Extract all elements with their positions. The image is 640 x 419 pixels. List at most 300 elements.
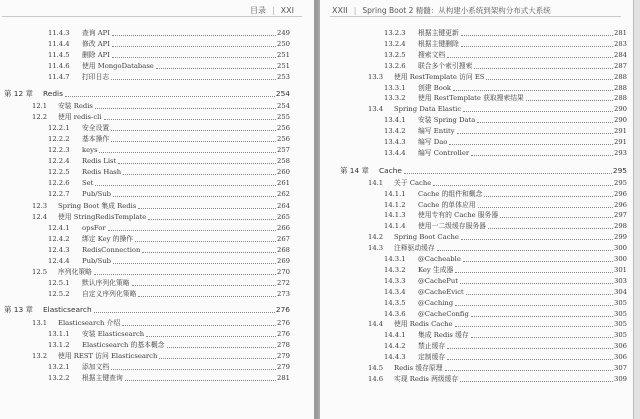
toc-section-entry (368, 243, 627, 253)
toc-entry-title: 安装 Spring Data (418, 116, 476, 125)
toc-subsection-entry (48, 167, 290, 177)
toc-entry-page: 288 (614, 94, 627, 103)
toc-leader-dots (447, 57, 613, 58)
toc-leader-dots (471, 155, 613, 156)
toc-entry-page: 268 (277, 245, 290, 254)
toc-entry-title: Elasticsearch 的基本概念 (82, 340, 165, 349)
toc-leader-dots (460, 381, 613, 382)
toc-entry-page: 290 (614, 116, 627, 125)
toc-entry-title: Redis (43, 88, 63, 98)
toc-entry-number: 14.4 (368, 320, 384, 329)
toc-entry-number: 14.3.6 (384, 309, 406, 318)
toc-leader-dots (455, 272, 613, 273)
toc-entry-title: 使用 redis-cli (58, 112, 102, 121)
toc-leader-dots (138, 208, 276, 209)
toc-entry-number: 13.1.2 (48, 340, 70, 349)
right-page (318, 0, 635, 419)
toc-entry-page: 287 (614, 61, 627, 70)
toc-entry-number: 12.2.7 (48, 190, 70, 199)
toc-subsection-entry (384, 148, 627, 158)
toc-entry-number: 14.4.2 (384, 342, 406, 351)
toc-entry-title: 根据主键删除 (418, 39, 459, 48)
toc-entry-number: 13.1.1 (48, 329, 70, 338)
toc-leader-dots (404, 173, 612, 174)
toc-entry-number: 14.5 (368, 364, 384, 372)
toc-entry-number: 14.1.1 (384, 189, 406, 198)
toc-entry-title: RedisConnection (82, 245, 141, 254)
toc-leader-dots (146, 336, 276, 337)
toc-leader-dots (113, 196, 276, 197)
toc-entry-title: 创建 Book (418, 83, 452, 92)
toc-leader-dots (159, 358, 276, 359)
toc-entry-title: @CacheEvict (418, 287, 464, 296)
toc-leader-dots (113, 263, 276, 264)
toc-entry-page: 295 (612, 165, 627, 175)
toc-section-entry (368, 178, 627, 188)
toc-subsection-entry (48, 123, 290, 133)
toc-entry-number: 12.2.3 (48, 146, 70, 154)
toc-subsection-entry (384, 221, 627, 231)
toc-entry-title: keys (82, 146, 98, 154)
toc-entry-title: 安全设置 (82, 123, 110, 132)
toc-entry-number: 12.4.4 (48, 257, 70, 265)
toc-leader-dots (484, 196, 613, 197)
toc-entry-page: 276 (277, 329, 290, 338)
toc-entry-title: 使用专有的 Cache 服务器 (418, 211, 499, 220)
toc-leader-dots (65, 96, 275, 97)
toc-leader-dots (488, 228, 613, 229)
toc-entry-title: @CachePut (418, 276, 458, 285)
toc-leader-dots (460, 283, 613, 284)
toc-leader-dots (433, 185, 613, 186)
toc-entry-number: 12.5.2 (48, 290, 70, 299)
toc-leader-dots (156, 68, 276, 69)
toc-entry-page: 260 (277, 168, 290, 177)
toc-entry-number: 12.4.3 (48, 245, 70, 254)
toc-subsection-entry (48, 39, 290, 49)
toc-subsection-entry (48, 234, 290, 244)
toc-entry-page: 256 (277, 123, 290, 132)
toc-section-entry (368, 104, 627, 114)
toc-entry-title: 使用 RestTemplate 获取搜索结果 (418, 94, 524, 103)
toc-leader-dots (112, 57, 276, 58)
toc-subsection-entry (384, 39, 627, 49)
toc-leader-dots (111, 141, 276, 142)
toc-subsection-entry (48, 50, 290, 60)
toc-subsection-entry (48, 373, 290, 383)
toc-entry-title: Cache (379, 165, 402, 175)
toc-entry-number: 12.4 (32, 212, 48, 221)
toc-entry-page: 279 (277, 351, 290, 360)
toc-entry-title: Spring Boot Cache (394, 233, 459, 242)
toc-entry-page: 269 (277, 257, 290, 265)
toc-subsection-entry (384, 352, 627, 362)
toc-entry-title: 安装 Elasticsearch (82, 329, 145, 338)
toc-entry-page: 281 (277, 374, 290, 382)
toc-subsection-entry (384, 50, 627, 60)
toc-entry-title: 序列化策略 (58, 268, 92, 277)
toc-entry-number: 14.3.4 (384, 287, 406, 296)
toc-entry-page: 261 (277, 179, 290, 188)
toc-entry-title: Redis 缓存原理 (394, 364, 443, 372)
toc-entry-title: Spring Data Elastic (394, 105, 462, 114)
toc-subsection-entry (48, 245, 290, 255)
toc-entry-number: 13.1 (32, 318, 48, 327)
toc-entry-number: 14.3.5 (384, 298, 406, 307)
toc-entry-number: 13.3.2 (384, 94, 406, 103)
toc-leader-dots (125, 380, 276, 381)
toc-entry-title: 绑定 Key 的操作 (82, 234, 134, 243)
toc-section-entry (32, 351, 290, 361)
toc-entry-page: 300 (614, 255, 627, 263)
toc-subsection-entry (48, 223, 290, 233)
toc-entry-title: 关于 Cache (394, 178, 432, 187)
page-edge (633, 0, 640, 419)
toc-subsection-entry (384, 61, 627, 71)
toc-section-entry (368, 232, 627, 242)
toc-entry-number: 13.2.2 (48, 374, 70, 382)
toc-entry-number: 14.1.2 (384, 200, 406, 209)
toc-entry-page: 305 (614, 309, 627, 318)
toc-subsection-entry (384, 254, 627, 264)
toc-entry-number: 13.2.4 (384, 39, 406, 48)
toc-entry-number: 14.3.1 (384, 255, 406, 263)
toc-entry-title: 打印日志 (82, 73, 110, 82)
toc-entry-page: 267 (277, 234, 290, 243)
toc-entry-page: 262 (277, 190, 290, 199)
toc-leader-dots (135, 241, 276, 242)
toc-entry-page: 293 (614, 148, 627, 157)
toc-entry-title: Elasticsearch 介绍 (58, 318, 121, 327)
toc-entry-title: Redis Hash (82, 168, 122, 177)
toc-leader-dots (111, 369, 276, 370)
toc-leader-dots (132, 285, 276, 286)
toc-entry-page: 256 (277, 134, 290, 143)
toc-entry-number: 12.1 (32, 101, 48, 110)
toc-leader-dots (95, 185, 276, 186)
toc-entry-page: 258 (277, 157, 290, 166)
toc-entry-title: Pub/Sub (82, 257, 111, 265)
toc-entry-title: Cache 的组件和概念 (418, 189, 483, 198)
toc-entry-number: 14.3 (368, 244, 384, 253)
toc-entry-title: 实现 Redis 两级缓存 (394, 374, 459, 383)
toc-entry-number: 11.4.4 (48, 40, 70, 49)
toc-entry-page: 298 (614, 222, 627, 231)
toc-leader-dots (122, 325, 276, 326)
header-section-title: 目录 (249, 5, 266, 15)
header-rule (330, 16, 621, 17)
toc-leader-dots (466, 294, 613, 295)
toc-leader-dots (437, 250, 613, 251)
toc-entry-number: 13.3 (368, 72, 384, 81)
header-separator: | (353, 5, 357, 15)
toc-subsection-entry (384, 309, 627, 319)
toc-leader-dots (477, 122, 613, 123)
left-page-header (250, 4, 294, 16)
toc-leader-dots (474, 68, 613, 69)
toc-subsection-entry (48, 61, 290, 71)
toc-entry-page: 305 (614, 331, 627, 340)
toc-subsection-entry (48, 340, 290, 350)
toc-subsection-entry (384, 200, 627, 210)
toc-entry-page: 305 (614, 298, 627, 307)
toc-leader-dots (463, 111, 613, 112)
toc-subsection-entry (48, 289, 290, 299)
toc-entry-title: @CacheConfig (418, 309, 469, 318)
toc-leader-dots (449, 144, 613, 145)
toc-leader-dots (461, 239, 613, 240)
toc-entry-number: 12.5 (32, 268, 48, 277)
toc-entry-title: 编写 Dao (418, 138, 448, 146)
toc-entry-title: 搜索文档 (418, 50, 446, 59)
toc-subsection-entry (48, 362, 290, 372)
toc-leader-dots (463, 261, 613, 262)
toc-subsection-entry (384, 265, 627, 275)
toc-entry-title: Set (82, 179, 94, 188)
toc-entry-page: 250 (277, 40, 290, 49)
toc-subsection-entry (384, 83, 627, 93)
toc-entry-title: 基本操作 (82, 134, 110, 143)
toc-subsection-entry (48, 145, 290, 155)
toc-leader-dots (138, 296, 276, 297)
toc-leader-dots (99, 152, 276, 153)
toc-entry-number: 14.2 (368, 233, 384, 242)
right-page-header (332, 4, 551, 16)
toc-entry-number: 12.2 (32, 112, 48, 121)
toc-entry-title: 删除 API (82, 51, 110, 60)
toc-entry-title: Elasticsearch (43, 305, 92, 315)
toc-leader-dots (500, 217, 613, 218)
toc-leader-dots (94, 274, 276, 275)
toc-entry-page: 281 (614, 29, 627, 37)
toc-leader-dots (118, 163, 276, 164)
toc-leader-dots (94, 312, 275, 313)
toc-chapter-entry (340, 166, 627, 176)
toc-leader-dots (455, 305, 613, 306)
toc-entry-title: 添加文档 (82, 362, 110, 371)
toc-section-entry (368, 72, 627, 82)
toc-entry-page: 288 (614, 72, 627, 81)
toc-subsection-entry (48, 189, 290, 199)
toc-entry-page: 300 (614, 244, 627, 253)
toc-entry-number: 14.3.3 (384, 276, 406, 285)
toc-entry-number: 13.4 (368, 105, 384, 114)
header-page-number: XXI (280, 5, 294, 15)
toc-entry-page: 296 (614, 200, 627, 209)
toc-subsection-entry (384, 93, 627, 103)
toc-entry-number: 13.2 (32, 351, 48, 360)
toc-entry-page: 307 (614, 364, 627, 372)
toc-subsection-entry (384, 115, 627, 125)
toc-entry-number: 14.4.3 (384, 353, 406, 362)
toc-entry-title: 集成 Redis 缓存 (418, 331, 469, 340)
toc-entry-page: 309 (614, 374, 627, 383)
toc-leader-dots (445, 370, 614, 371)
toc-leader-dots (111, 130, 276, 131)
header-separator: | (271, 5, 275, 15)
toc-entry-page: 251 (277, 51, 290, 60)
toc-entry-title: @Caching (418, 298, 454, 307)
toc-entry-title: 使用 StringRedisTemplate (58, 212, 147, 221)
toc-entry-title: Redis List (82, 157, 117, 166)
toc-subsection-entry (48, 28, 290, 38)
toc-chapter-entry (4, 305, 290, 315)
toc-entry-number: 14.1 (368, 178, 384, 187)
toc-leader-dots (461, 35, 613, 36)
toc-entry-title: 注释驱动缓存 (394, 244, 435, 253)
toc-entry-page: 295 (614, 178, 627, 187)
toc-entry-page: 278 (277, 340, 290, 349)
toc-entry-number: 14.4.1 (384, 331, 406, 340)
toc-entry-number: 第 12 章 (4, 88, 33, 98)
toc-entry-number: 12.2.1 (48, 123, 70, 132)
toc-chapter-entry (4, 89, 290, 99)
toc-section-entry (32, 112, 290, 122)
toc-entry-title: 根据主键更新 (418, 29, 459, 37)
toc-leader-dots (447, 348, 613, 349)
toc-leader-dots (457, 133, 613, 134)
toc-entry-page: 257 (277, 146, 290, 154)
toc-entry-page: 249 (277, 29, 290, 37)
header-book-title: Spring Boot 2 精髓：从构建小系统到架构分布式大系统 (362, 5, 551, 15)
toc-entry-number: 13.4.4 (384, 148, 406, 157)
toc-entry-title: opsFor (82, 223, 106, 232)
toc-entry-number: 13.2.1 (48, 362, 70, 371)
toc-entry-number: 14.3.2 (384, 265, 406, 274)
toc-entry-title: 定制缓存 (418, 353, 446, 362)
toc-entry-page: 279 (277, 362, 290, 371)
toc-entry-page: 297 (614, 211, 627, 220)
toc-entry-number: 13.4.1 (384, 116, 406, 125)
toc-entry-page: 291 (614, 138, 627, 146)
toc-entry-number: 12.2.6 (48, 179, 70, 188)
toc-entry-title: 修改 API (82, 40, 110, 49)
toc-entry-page: 255 (277, 112, 290, 121)
toc-subsection-entry (384, 276, 627, 286)
toc-entry-number: 14.1.4 (384, 222, 406, 231)
toc-subsection-entry (48, 278, 290, 288)
toc-entry-title: 根据主键查询 (82, 374, 123, 382)
toc-leader-dots (526, 100, 613, 101)
toc-leader-dots (471, 337, 613, 338)
toc-entry-page: 301 (614, 265, 627, 274)
header-page-number: XXII (332, 5, 348, 15)
toc-leader-dots (447, 359, 613, 360)
toc-entry-page: 270 (277, 268, 290, 277)
toc-subsection-entry (384, 298, 627, 308)
toc-entry-number: 12.2.4 (48, 157, 70, 166)
toc-subsection-entry (384, 126, 627, 136)
toc-entry-title: 使用 REST 访问 Elasticsearch (58, 351, 158, 360)
left-page (0, 0, 314, 419)
toc-entry-page: 251 (277, 62, 290, 71)
toc-entry-page: 299 (614, 233, 627, 242)
toc-entry-page: 276 (275, 305, 290, 315)
toc-leader-dots (148, 219, 276, 220)
toc-entry-title: 自定义序列化策略 (82, 290, 137, 299)
toc-entry-page: 265 (277, 212, 290, 221)
toc-entry-page: 296 (614, 189, 627, 198)
toc-subsection-entry (384, 137, 627, 147)
toc-subsection-entry (384, 287, 627, 297)
toc-leader-dots (142, 252, 276, 253)
toc-entry-number: 14.6 (368, 374, 384, 383)
toc-entry-page: 283 (614, 39, 627, 48)
toc-subsection-entry (384, 28, 627, 38)
toc-entry-number: 14.1.3 (384, 211, 406, 220)
toc-section-entry (368, 374, 627, 384)
toc-entry-page: 254 (277, 101, 290, 110)
toc-entry-title: 使用 RestTemplate 访问 ES (394, 72, 485, 81)
toc-entry-title: 编写 Entity (418, 127, 455, 136)
toc-entry-page: 266 (277, 223, 290, 232)
toc-entry-title: Cache 的单体应用 (418, 200, 476, 209)
toc-entry-page: 264 (277, 201, 290, 210)
header-rule (2, 16, 302, 17)
toc-section-entry (368, 363, 627, 373)
toc-entry-number: 第 14 章 (340, 165, 369, 175)
toc-entry-title: 使用 Redis Cache (394, 320, 453, 329)
toc-entry-page: 272 (277, 279, 290, 288)
toc-subsection-entry (384, 210, 627, 220)
toc-entry-number: 12.4.1 (48, 223, 70, 232)
toc-subsection-entry (48, 156, 290, 166)
toc-entry-number: 13.4.2 (384, 127, 406, 136)
toc-section-entry (32, 267, 290, 277)
toc-entry-title: 使用 MongoDatabase (82, 62, 154, 71)
toc-entry-number: 11.4.6 (48, 62, 70, 71)
toc-leader-dots (478, 207, 613, 208)
toc-entry-title: 联合多个索引搜索 (418, 61, 473, 70)
toc-leader-dots (167, 347, 276, 348)
toc-section-entry (368, 319, 627, 329)
toc-entry-page: 291 (614, 127, 627, 136)
toc-leader-dots (455, 326, 613, 327)
toc-leader-dots (95, 108, 276, 109)
toc-entry-number: 13.2.6 (384, 61, 406, 70)
toc-entry-number: 第 13 章 (4, 305, 33, 315)
toc-entry-title: 编写 Controller (418, 148, 470, 157)
toc-entry-page: 273 (277, 290, 290, 299)
toc-entry-page: 288 (614, 83, 627, 92)
toc-leader-dots (104, 119, 277, 120)
toc-leader-dots (123, 174, 276, 175)
toc-leader-dots (486, 79, 613, 80)
toc-leader-dots (111, 79, 276, 80)
toc-leader-dots (461, 46, 613, 47)
toc-entry-title: 安装 Redis (58, 101, 93, 110)
toc-entry-page: 276 (277, 318, 290, 327)
toc-entry-number: 13.4.3 (384, 138, 406, 146)
toc-subsection-entry (48, 72, 290, 82)
toc-section-entry (32, 201, 290, 211)
toc-subsection-entry (48, 178, 290, 188)
toc-entry-page: 304 (614, 287, 627, 296)
toc-entry-number: 11.4.5 (48, 51, 70, 60)
toc-leader-dots (453, 90, 613, 91)
toc-entry-title: 使用一二级缓存服务器 (418, 222, 486, 231)
toc-section-entry (32, 318, 290, 328)
toc-entry-title: Pub/Sub (82, 190, 111, 199)
toc-entry-title: 查询 API (82, 29, 110, 37)
toc-entry-page: 303 (614, 276, 627, 285)
toc-entry-number: 12.2.5 (48, 168, 70, 177)
toc-leader-dots (112, 46, 276, 47)
toc-entry-number: 13.3.1 (384, 83, 406, 92)
toc-leader-dots (471, 316, 613, 317)
toc-entry-page: 253 (277, 73, 290, 82)
toc-entry-page: 254 (275, 88, 290, 98)
